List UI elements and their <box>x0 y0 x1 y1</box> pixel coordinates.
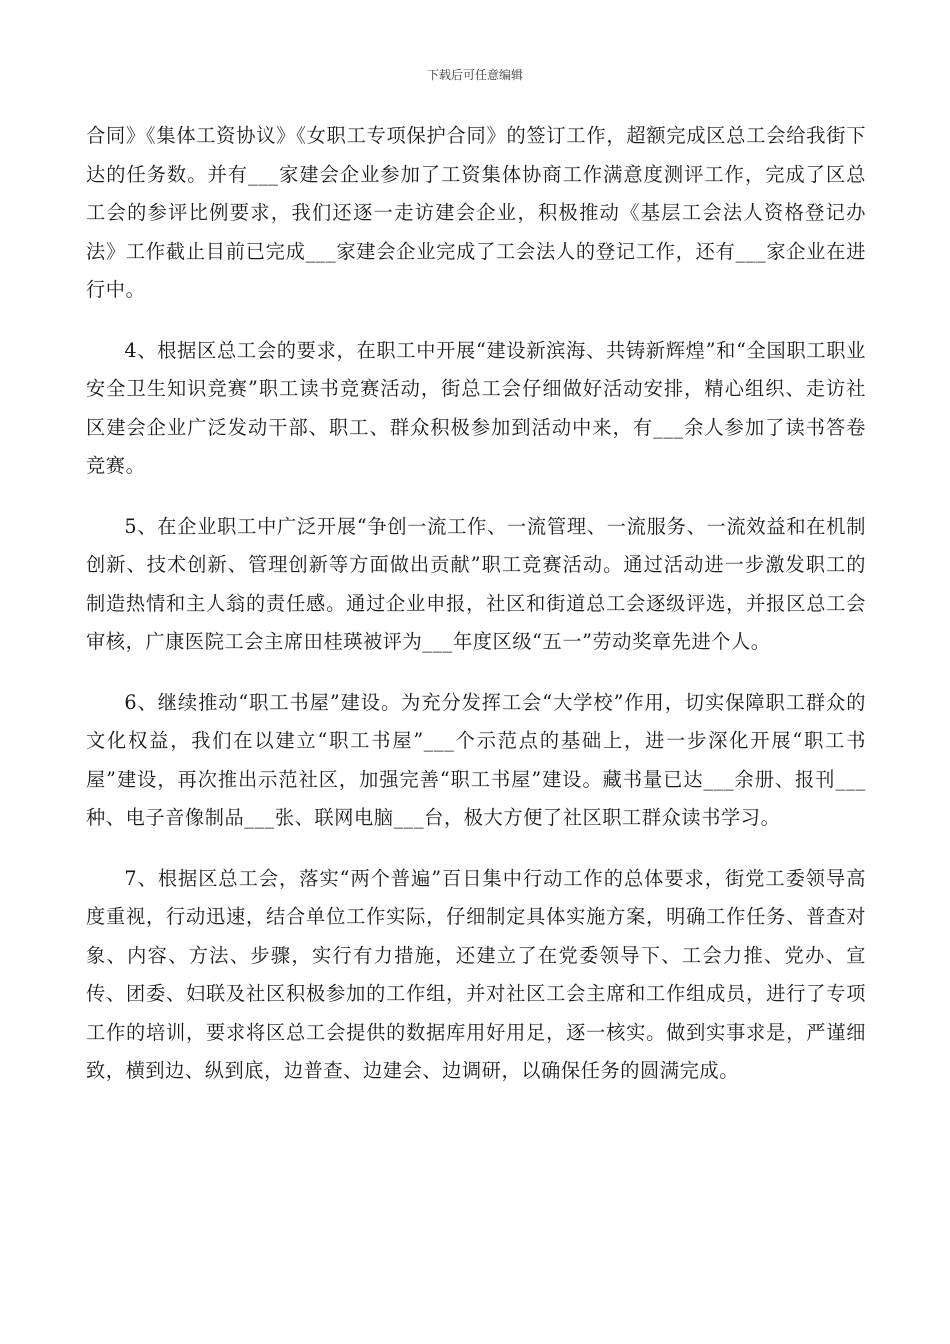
paragraph-item-7: 7、根据区总工会，落实“两个普遍”百日集中行动工作的总体要求，街党工委领导高度重视，行动迅速，结合单位工作实际，仔细制定具体实施方案，明确工作任务、普查对象、内容、方法、步骤，实行有力措施，还建立了在党委领导下、工会力推、党办、宣传、团委、妇联及社区积极参加的工作组，并对社区工会主席和工作组成员，进行了专项工作的培训，要求将区总工会提供的数据库用好用足，逐一核实。做到实事求是，严谨细致，横到边、纵到底，边普查、边建会、边调研，以确保任务的圆满完成。 <box>86 866 866 1082</box>
paragraph-item-5: 5、在企业职工中广泛开展“争创一流工作、一流管理、一流服务、一流效益和在机制创新、技术创新、管理创新等方面做出贡献”职工竞赛活动。通过活动进一步激发职工的制造热情和主人翁的责任感。通过企业申报，社区和街道总工会逐级评选，并报区总工会审核，广康医院工会主席田桂瑛被评为___年度区级“五一”劳动奖章先进个人。 <box>86 514 866 653</box>
paragraph-item-4: 4、根据区总工会的要求，在职工中开展“建设新滨海、共铸新辉煌”和“全国职工职业安全卫生知识竞赛”职工读书竞赛活动，街总工会仔细做好活动安排，精心组织、走访社区建会企业广泛发动干部、职工、群众积极参加到活动中来，有___余人参加了读书答卷竞赛。 <box>86 338 866 477</box>
paragraph-item-6: 6、继续推动“职工书屋”建设。为充分发挥工会“大学校”作用，切实保障职工群众的文化权益，我们在以建立“职工书屋”___个示范点的基础上，进一步深化开展“职工书屋”建设，再次推出示范社区，加强完善“职工书屋”建设。藏书量已达___余册、报刊___种、电子音像制品___张、联网电脑___台，极大方便了社区职工群众读书学习。 <box>86 690 866 829</box>
paragraph-continuation: 合同》《集体工资协议》《女职工专项保护合同》的签订工作，超额完成区总工会给我街下达的任务数。并有___家建会企业参加了工资集体协商工作满意度测评工作，完成了区总工会的参评比例要求，我们还逐一走访建会企业，积极推动《基层工会法人资格登记办法》工作截止目前已完成___家建会企业完成了工会法人的登记工作，还有___家企业在进行中。 <box>86 124 866 301</box>
page-header: 下载后可任意编辑 <box>426 68 523 82</box>
document-body <box>86 117 866 1113</box>
